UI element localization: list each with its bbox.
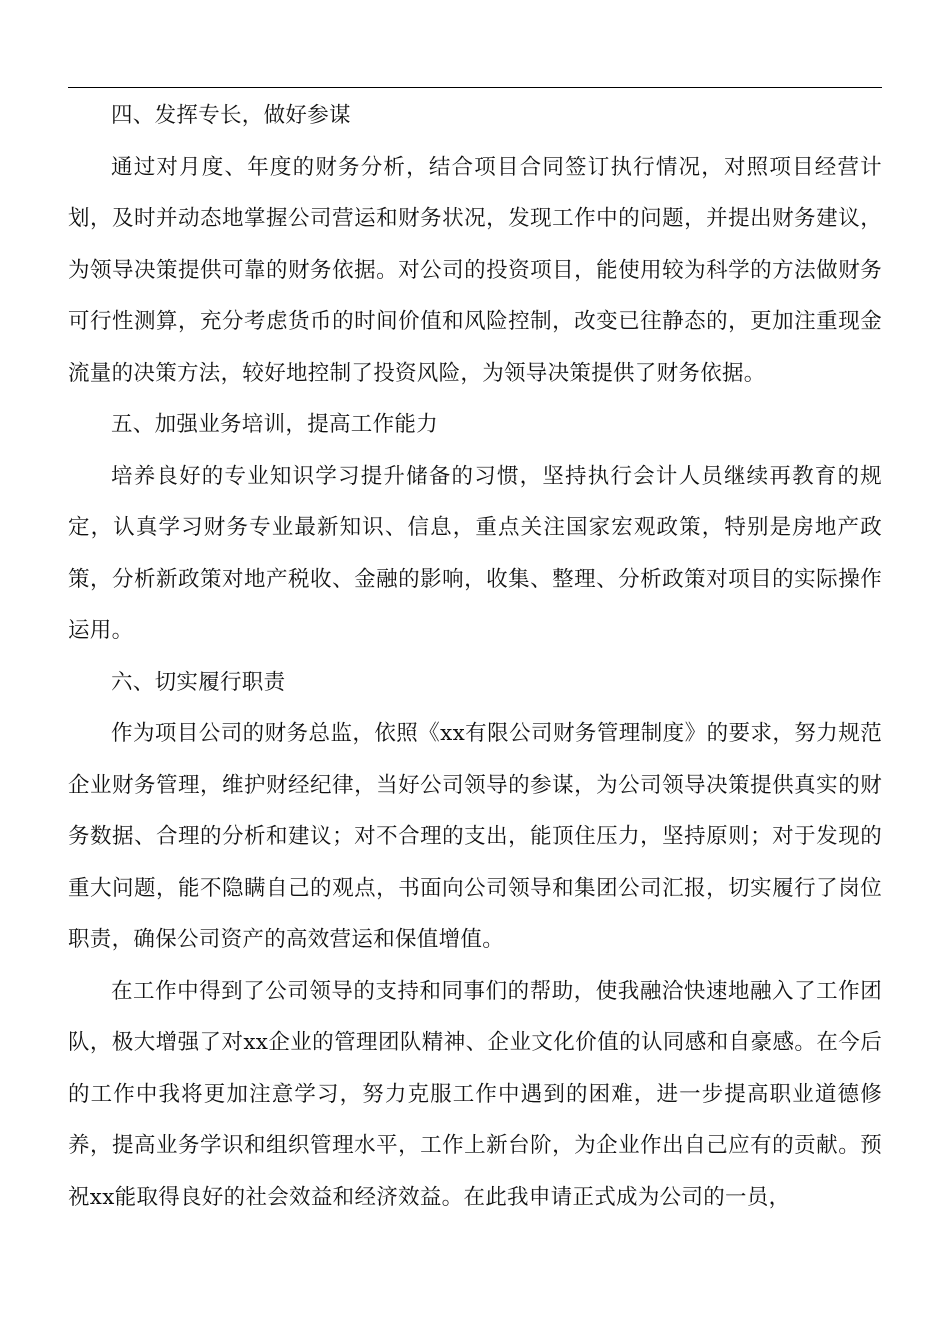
section-heading-5: 五、加强业务培训，提高工作能力	[111, 412, 439, 437]
header-rule	[68, 87, 882, 88]
section-heading-4: 四、发挥专长，做好参谋	[111, 103, 351, 128]
section-heading-6: 六、切实履行职责	[111, 669, 286, 695]
section-body-6: 作为项目公司的财务总监，依照《xx有限公司财务管理制度》的要求，努力规范企业财务管理，维护财经纪律，当好公司领导的参谋，为公司领导决策提供真实的财务数据、合理的分析和建议；对不合理的支出，能顶住压力，坚持原则；对于发现的重大问题，能不隐瞒自己的观点，书面向公司领导和集团公司汇报，切实履行了岗位职责，确保公司资产的高效营运和保值增值。	[68, 721, 882, 952]
closing-paragraph: 在工作中得到了公司领导的支持和同事们的帮助，使我融洽快速地融入了工作团队，极大增强了对xx企业的管理团队精神、企业文化价值的认同感和自豪感。在今后的工作中我将更加注意学习，努力克服工作中遇到的困难，进一步提高职业道德修养，提高业务学识和组织管理水平，工作上新台阶，为企业作出自己应有的贡献。预祝xx能取得良好的社会效益和经济效益。在此我申请正式成为公司的一员，	[68, 978, 882, 1210]
document-body	[68, 90, 882, 1223]
section-body-5: 培养良好的专业知识学习提升储备的习惯，坚持执行会计人员继续再教育的规定，认真学习财务专业最新知识、信息，重点关注国家宏观政策，特别是房地产政策，分析新政策对地产税收、金融的影响，收集、整理、分析政策对项目的实际操作运用。	[68, 463, 882, 643]
section-body-4: 通过对月度、年度的财务分析，结合项目合同签订执行情况，对照项目经营计划，及时并动态地掌握公司营运和财务状况，发现工作中的问题，并提出财务建议，为领导决策提供可靠的财务依据。对公司的投资项目，能使用较为科学的方法做财务可行性测算，充分考虑货币的时间价值和风险控制，改变已往静态的，更加注重现金流量的决策方法，较好地控制了投资风险，为领导决策提供了财务依据。	[68, 154, 882, 386]
